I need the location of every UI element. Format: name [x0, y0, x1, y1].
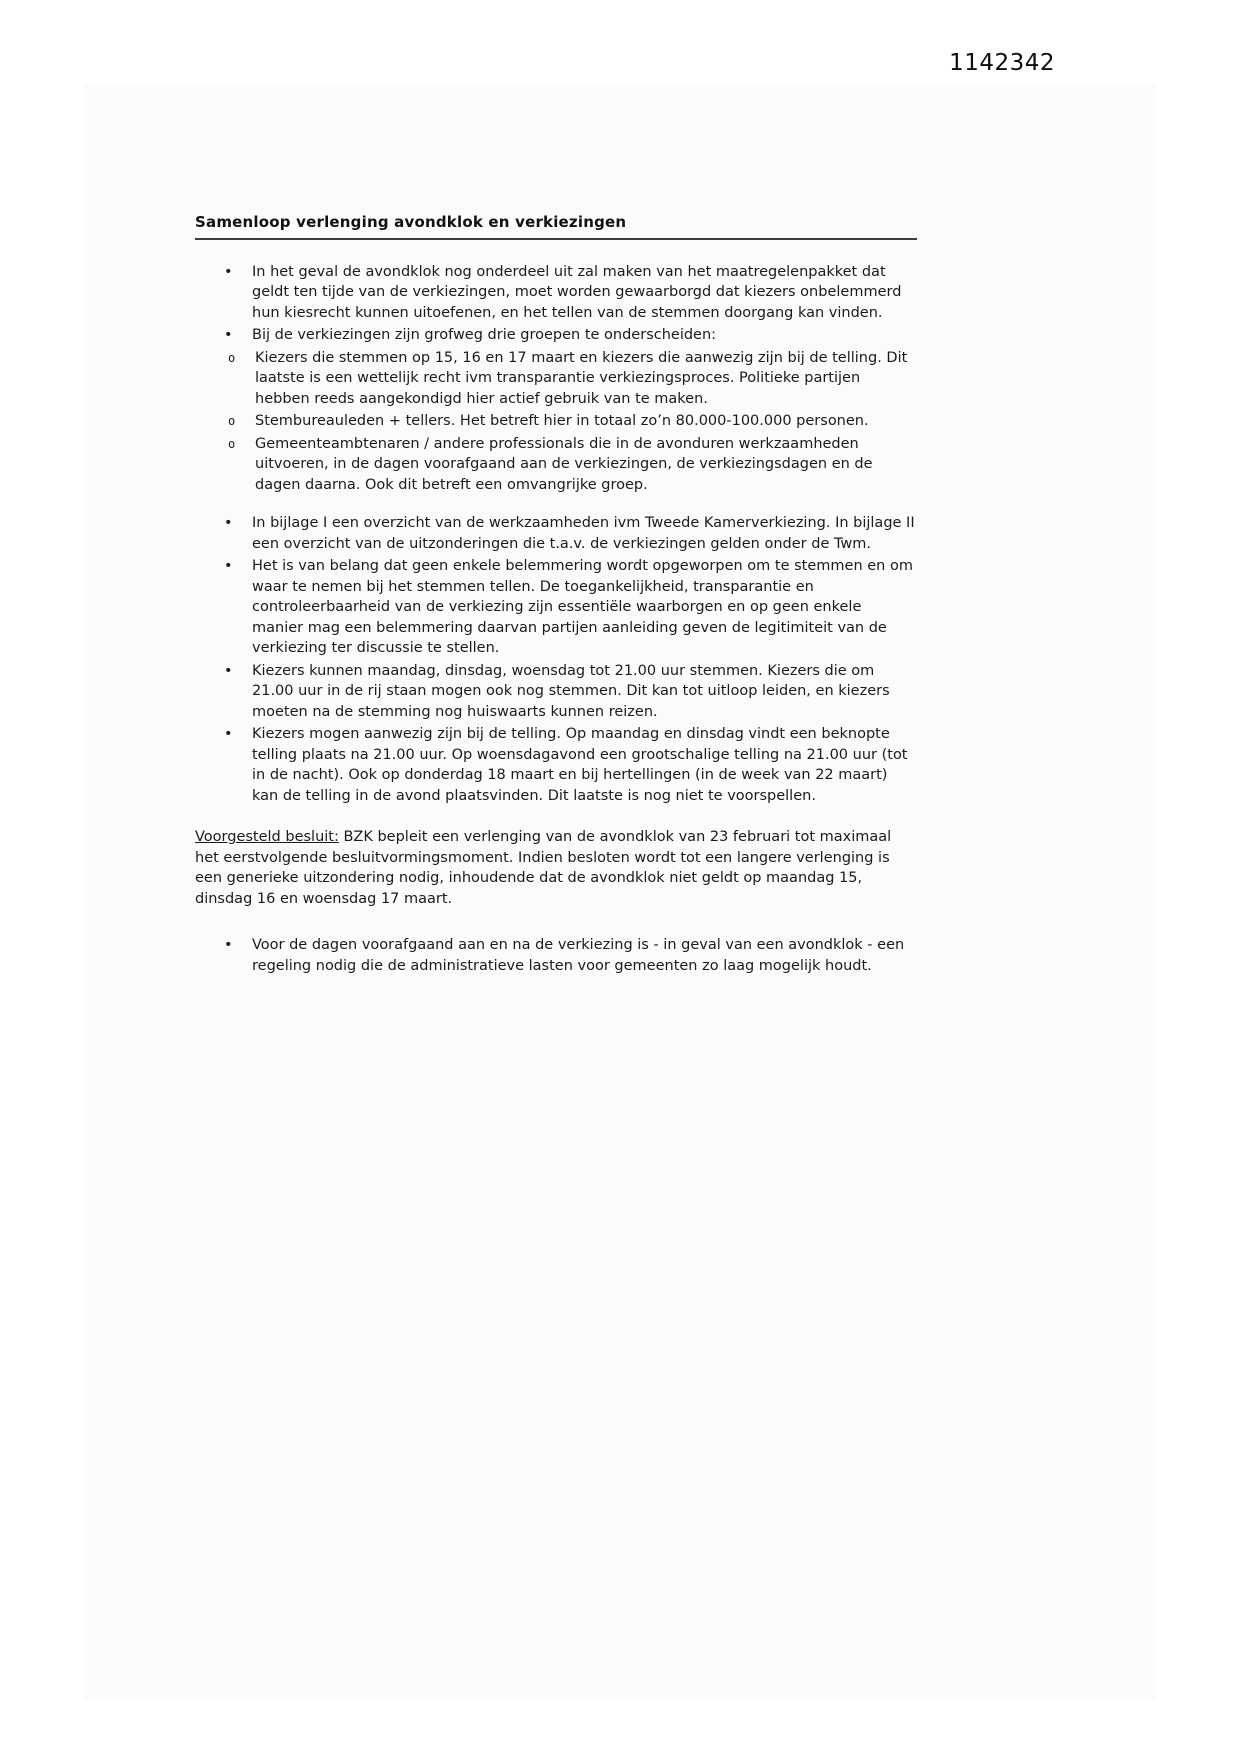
sub-bullet-item: [195, 348, 917, 410]
sub-bullet-list: [195, 348, 917, 496]
sub-bullet-item: [195, 434, 917, 496]
bullet-list-top: [195, 262, 917, 346]
bullet-text: Bij de verkiezingen zijn grofweg drie groepen te onderscheiden:: [252, 327, 717, 343]
sub-bullet-item: [195, 411, 917, 432]
sub-bullet-text: Kiezers die stemmen op 15, 16 en 17 maart en kiezers die aanwezig zijn bij de telling. Dit laatste is een wettelijk recht ivm transparantie verkiezingsproces. Politieke partijen hebben reeds aangekondigd hier actief gebruik van te maken.: [255, 349, 908, 407]
bullet-text: In het geval de avondklok nog onderdeel uit zal maken van het maatregelenpakket dat geldt ten tijde van de verkiezingen, moet worden gewaarborgd dat kiezers onbelemmerd hun kiesrecht kunnen uitoefenen, en het tellen van de stemmen doorgang kan vinden.: [252, 263, 902, 321]
bullet-list-bottom: [195, 935, 917, 976]
document-number: 1142342: [949, 50, 1055, 76]
document-body: [195, 212, 917, 978]
circle-bullet-icon: o: [228, 414, 236, 428]
section-heading: Samenloop verlenging avondklok en verkiezingen: [195, 212, 917, 240]
bullet-icon: •: [224, 515, 233, 531]
bullet-text: Voor de dagen voorafgaand aan en na de verkiezing is - in geval van een avondklok - een regeling nodig die de administratieve lasten voor gemeenten zo laag mogelijk houdt.: [252, 937, 905, 974]
bullet-text: Kiezers kunnen maandag, dinsdag, woensdag tot 21.00 uur stemmen. Kiezers die om 21.00 uur in de rij staan mogen ook nog stemmen. Dit kan tot uitloop leiden, en kiezers moeten na de stemming nog huiswaarts kunnen reizen.: [252, 662, 890, 720]
bullet-item: [195, 325, 917, 346]
bullet-text: Het is van belang dat geen enkele belemmering wordt opgeworpen om te stemmen en om waar te nemen bij het stemmen tellen. De toegankelijkheid, transparantie en controleerbaarheid van de verkiezing zijn essentiële waarborgen en op geen enkele manier mag een belemmering daarvan partijen aanleiding geven de legitimiteit van de verkiezing ter discussie te stellen.: [252, 558, 913, 656]
sub-bullet-text: Stembureauleden + tellers. Het betreft hier in totaal zo’n 80.000-100.000 personen.: [255, 413, 869, 429]
decision-label: Voorgesteld besluit:: [195, 829, 339, 845]
bullet-icon: •: [224, 937, 233, 953]
sub-bullet-text: Gemeenteambtenaren / andere professionals die in de avonduren werkzaamheden uitvoeren, in de dagen voorafgaand aan de verkiezingen, de verkiezingsdagen en de dagen daarna. Ook dit betreft een omvangrijke groep.: [255, 435, 873, 493]
bullet-item: [195, 513, 917, 554]
circle-bullet-icon: o: [228, 436, 236, 451]
bullet-list-mid: [195, 513, 917, 806]
decision-text: BZK bepleit een verlenging van de avondklok van 23 februari tot maximaal het eerstvolgende besluitvormingsmoment. Indien besloten wordt tot een langere verlenging is een generieke uitzondering nodig, inhoudende dat de avondklok niet geldt op maandag 15, dinsdag 16 en woensdag 17 maart.: [195, 829, 892, 907]
bullet-item: [195, 724, 917, 806]
bullet-item: [195, 556, 917, 659]
bullet-icon: •: [224, 726, 233, 742]
bullet-icon: •: [224, 263, 233, 280]
bullet-item: [195, 935, 917, 976]
decision-paragraph: [195, 827, 917, 909]
bullet-item: [195, 262, 917, 324]
bullet-icon: •: [224, 662, 233, 679]
bullet-text: In bijlage I een overzicht van de werkzaamheden ivm Tweede Kamerverkiezing. In bijlage II een overzicht van de uitzonderingen die t.a.v. de verkiezingen gelden onder de Twm.: [252, 515, 915, 552]
bullet-icon: •: [224, 558, 233, 574]
circle-bullet-icon: o: [228, 350, 236, 365]
bullet-text: Kiezers mogen aanwezig zijn bij de telling. Op maandag en dinsdag vindt een beknopte telling plaats na 21.00 uur. Op woensdagavond een grootschalige telling na 21.00 uur (tot in de nacht). Ook op donderdag 18 maart en bij hertellingen (in de week van 22 maart) kan de telling in de avond plaatsvinden. Dit laatste is nog niet te voorspellen.: [252, 726, 908, 804]
bullet-icon: •: [224, 327, 233, 343]
bullet-item: [195, 661, 917, 723]
